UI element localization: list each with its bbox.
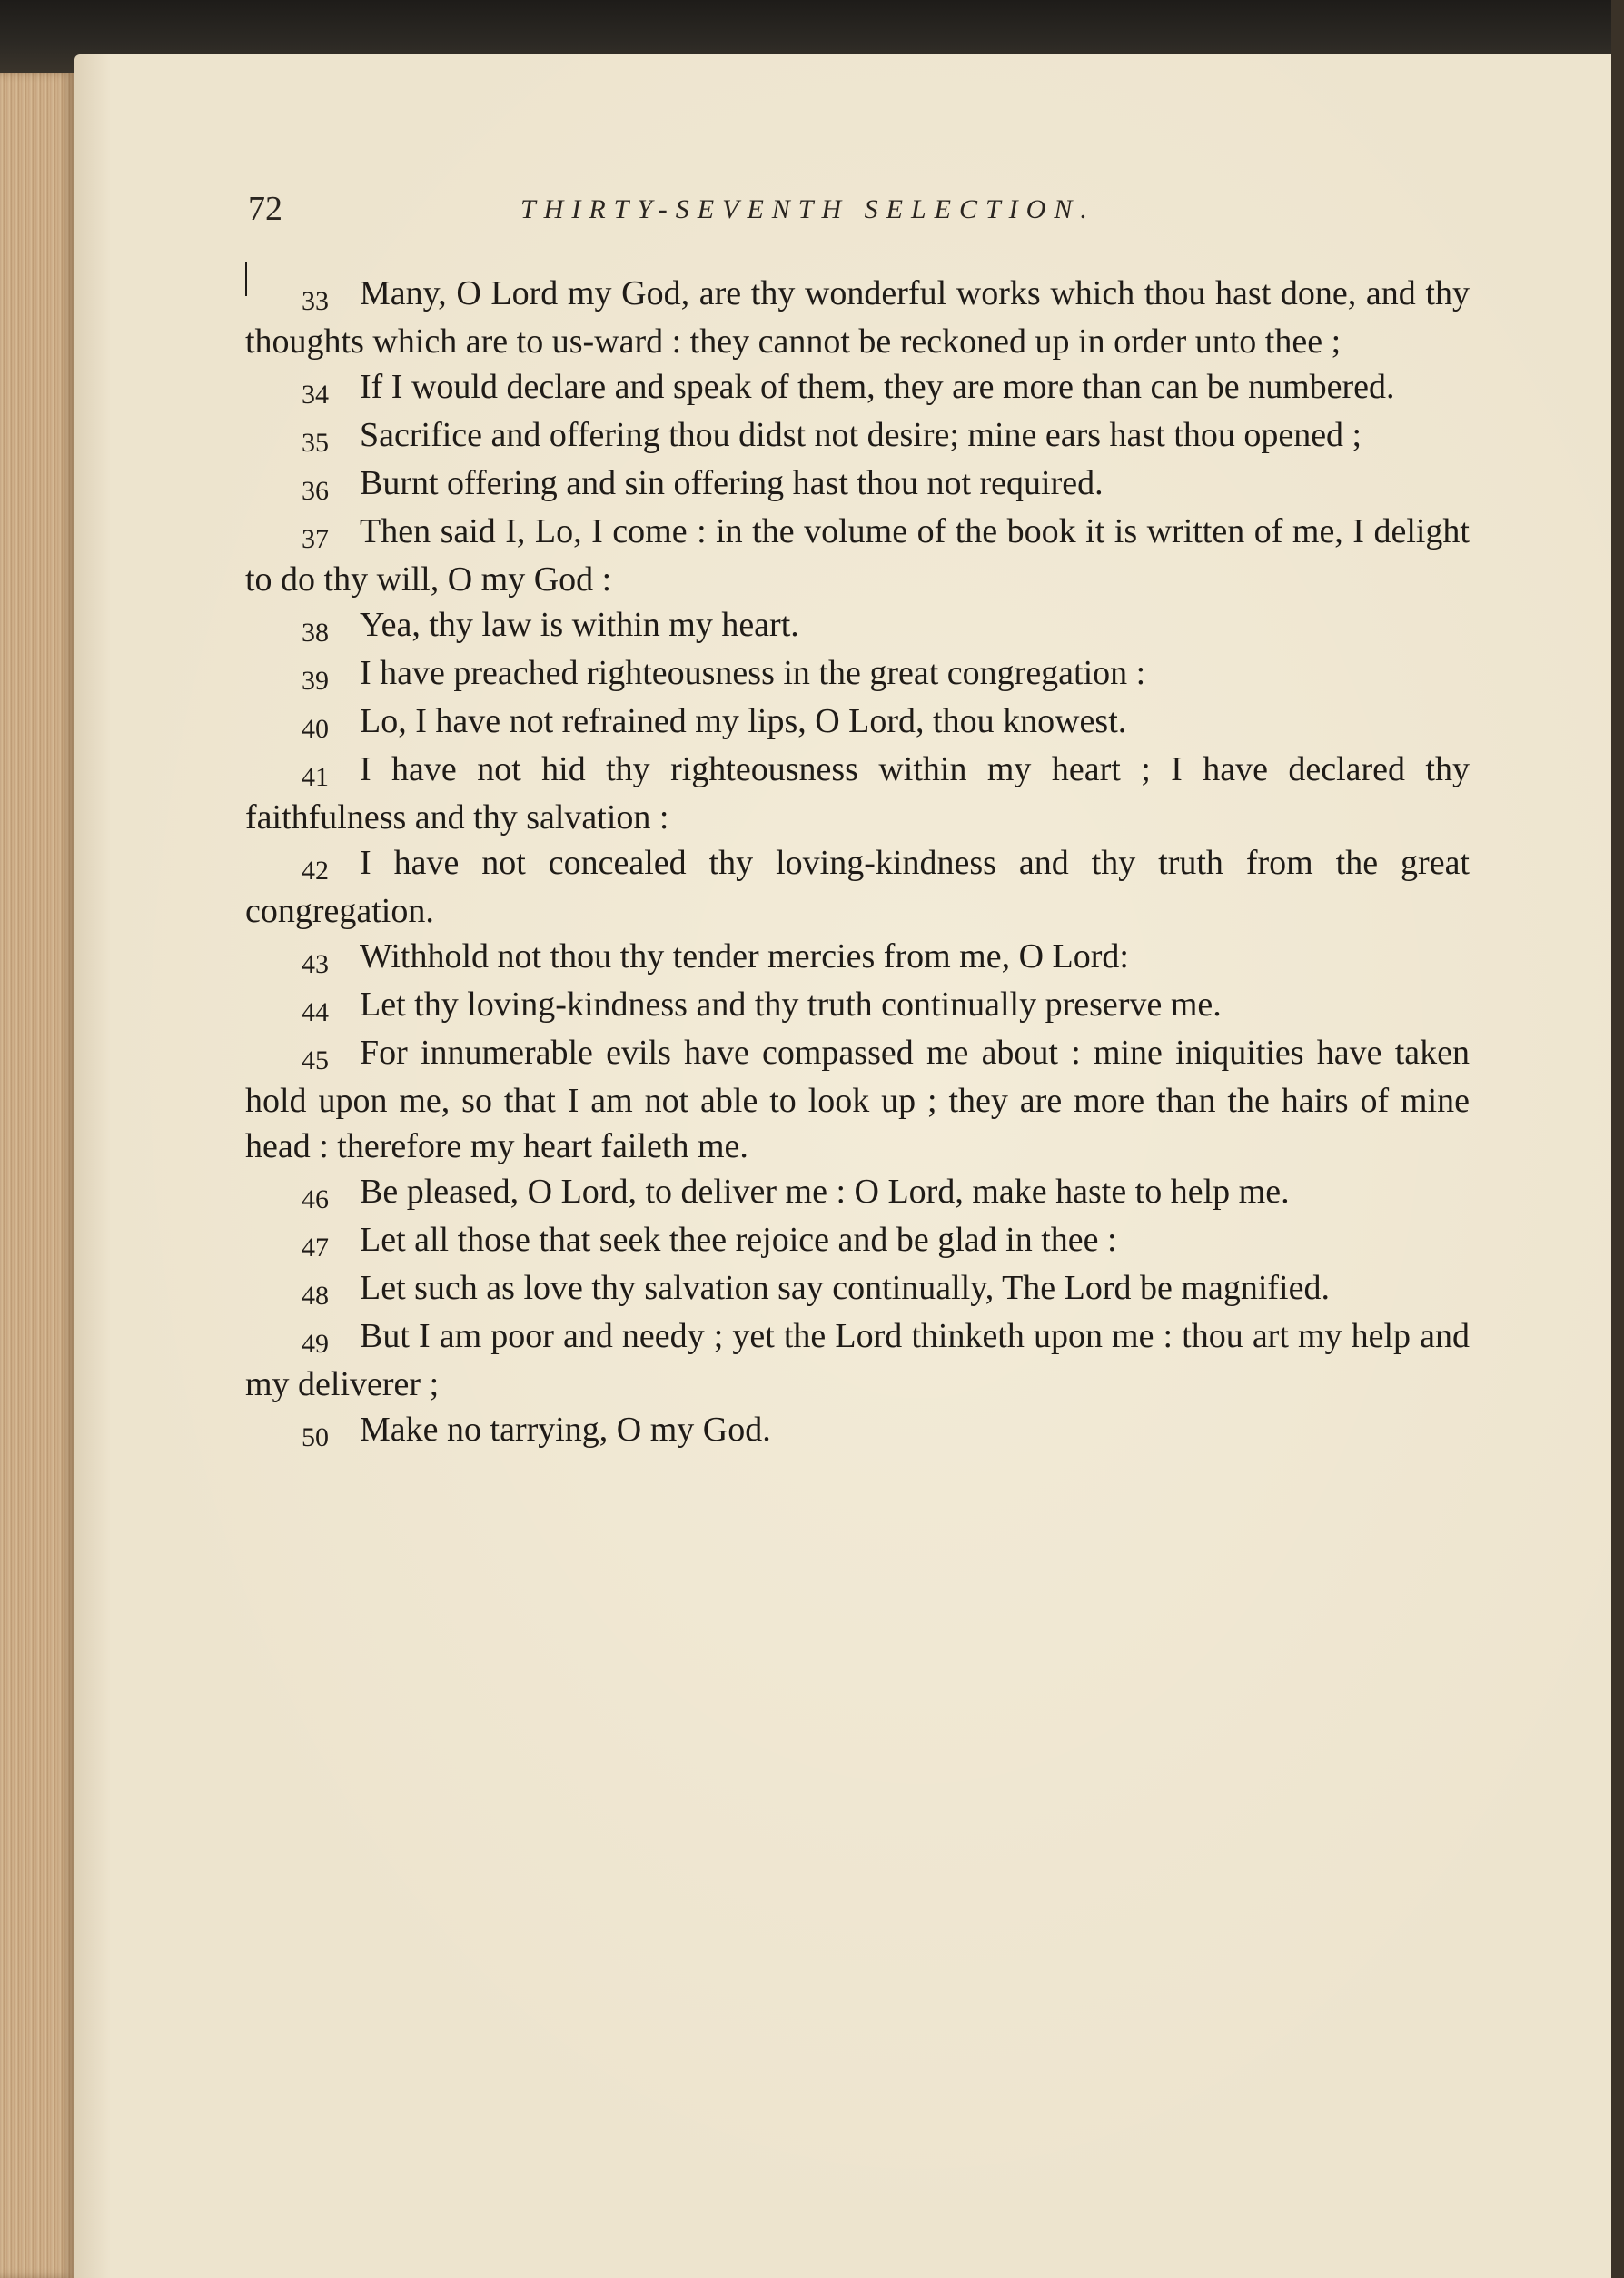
verse-text: I have not hid thy righteousness within my heart ; I have declared thy faithfulness and thy salvation :: [245, 750, 1470, 837]
verse: [245, 840, 1470, 934]
verse: [245, 650, 1470, 698]
verse: [245, 271, 1470, 364]
verse: [245, 1030, 1470, 1169]
verse-number: 44: [302, 997, 329, 1027]
verse-text: Yea, thy law is within my heart.: [360, 606, 799, 644]
verse: [245, 364, 1470, 412]
book-cover-right: [1611, 0, 1624, 2278]
verse: [245, 1169, 1470, 1217]
verse-number: 39: [302, 666, 329, 696]
verse-list: [245, 271, 1470, 1455]
verse-text: But I am poor and needy ; yet the Lord thinketh upon me : thou art my help and my deliverer ;: [245, 1317, 1470, 1403]
verse: [245, 412, 1470, 461]
verse: [245, 509, 1470, 602]
verse-text: Be pleased, O Lord, to deliver me : O Lord, make haste to help me.: [360, 1173, 1290, 1211]
verse-text: Let thy loving-kindness and thy truth continually preserve me.: [360, 985, 1222, 1024]
verse-number: 37: [302, 524, 329, 554]
verse: [245, 602, 1470, 650]
verse: [245, 1407, 1470, 1455]
verse-number: 49: [302, 1329, 329, 1359]
verse-number: 36: [302, 476, 329, 506]
verse: [245, 1265, 1470, 1313]
verse-text: Sacrifice and offering thou didst not desire; mine ears hast thou opened ;: [360, 416, 1362, 454]
page-number: 72: [248, 190, 282, 228]
verse-text: I have preached righteousness in the great congregation :: [360, 654, 1146, 692]
verse-text: Let such as love thy salvation say continually, The Lord be magnified.: [360, 1269, 1330, 1307]
running-head: THIRTY-SEVENTH SELECTION.: [520, 194, 1095, 224]
verse: [245, 1313, 1470, 1407]
verse-text: For innumerable evils have compassed me about : mine iniquities have taken hold upon me, so that I am not able to look up ; they are more than the hairs of mine head : therefore my heart faileth me.: [245, 1034, 1470, 1165]
verse-number: 38: [302, 618, 329, 648]
verse-text: Let all those that seek thee rejoice and be glad in thee :: [360, 1221, 1117, 1259]
verse-number: 48: [302, 1281, 329, 1311]
verse-number: 45: [302, 1045, 329, 1075]
verse-number: 47: [302, 1233, 329, 1263]
verse-text: Withhold not thou thy tender mercies from me, O Lord:: [360, 937, 1129, 976]
page-edges: [0, 73, 74, 2278]
verse: [245, 934, 1470, 982]
verse-number: 43: [302, 949, 329, 979]
verse-text: Lo, I have not refrained my lips, O Lord, thou knowest.: [360, 702, 1127, 740]
verse-text: I have not concealed thy loving-kindness and thy truth from the great congregation.: [245, 844, 1470, 930]
verse-number: 50: [302, 1422, 329, 1452]
verse-number: 46: [302, 1184, 329, 1214]
verse-number: 41: [302, 762, 329, 792]
verse-number: 42: [302, 856, 329, 886]
verse-number: 34: [302, 380, 329, 410]
verse-text: Then said I, Lo, I come : in the volume of the book it is written of me, I delight to do thy will, O my God :: [245, 512, 1470, 599]
verse-text: Many, O Lord my God, are thy wonderful works which thou hast done, and thy thoughts which are to us-ward : they cannot be reckoned up in order unto thee ;: [245, 274, 1470, 361]
verse-text: Make no tarrying, O my God.: [360, 1411, 771, 1449]
verse: [245, 982, 1470, 1030]
page-header: [248, 189, 1211, 240]
verse-text: If I would declare and speak of them, they are more than can be numbered.: [360, 368, 1395, 406]
verse-text: Burnt offering and sin offering hast thou not required.: [360, 464, 1104, 502]
verse: [245, 1217, 1470, 1265]
verse-number: 40: [302, 714, 329, 744]
verse-number: 35: [302, 428, 329, 458]
verse: [245, 461, 1470, 509]
verse: [245, 747, 1470, 840]
verse-number: 33: [302, 286, 329, 316]
verse: [245, 698, 1470, 747]
